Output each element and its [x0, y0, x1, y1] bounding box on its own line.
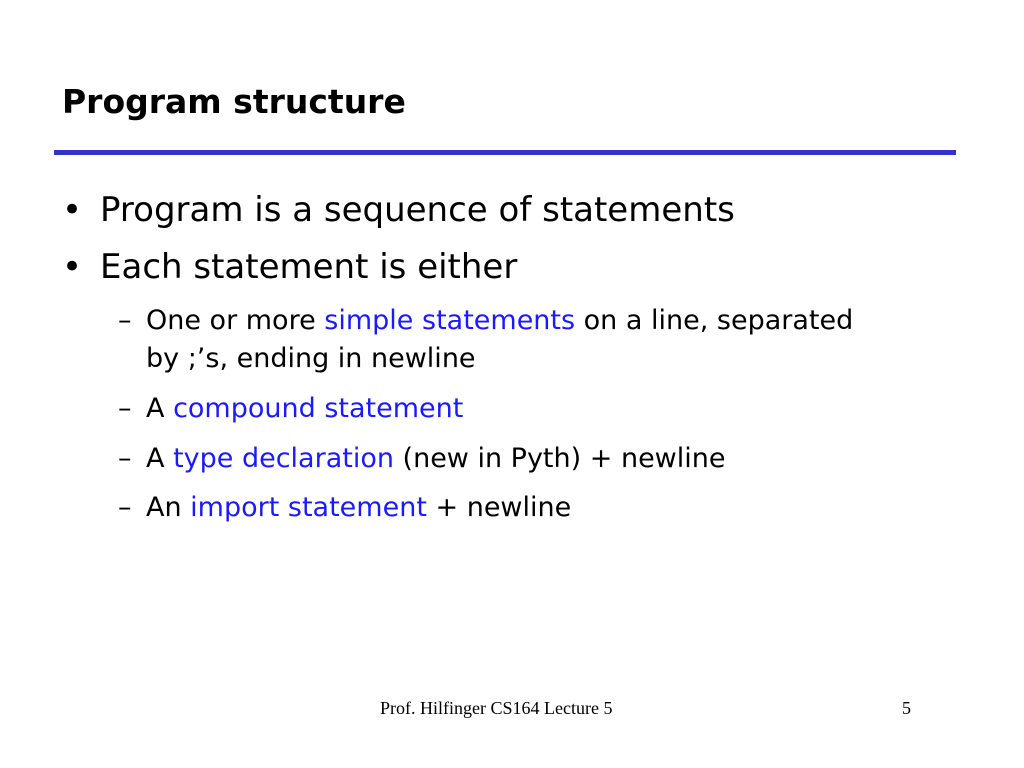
- sub-text-highlight: type declaration: [173, 443, 394, 474]
- bullet-text: Program is a sequence of statements: [100, 190, 735, 230]
- sub-text-post: on a line, separated: [575, 305, 854, 336]
- sub-text: [146, 302, 853, 378]
- sub-text: [146, 489, 571, 527]
- slide-footer: Prof. Hilfinger CS164 Lecture 5: [380, 698, 613, 718]
- bullet-marker: •: [62, 247, 83, 287]
- sub-text-pre: A: [146, 393, 174, 424]
- sub-text-highlight: compound statement: [173, 393, 464, 424]
- sub-marker: –: [118, 393, 132, 424]
- slide-title: Program structure: [62, 82, 406, 121]
- title-divider: [54, 150, 956, 155]
- bullet-text: Each statement is either: [100, 247, 518, 287]
- sub-marker: –: [118, 443, 132, 474]
- sub-text-line2: by ;’s, ending in newline: [146, 343, 476, 374]
- sub-text-highlight: import statement: [190, 492, 427, 523]
- sub-text: [146, 440, 725, 478]
- bullet-marker: •: [62, 190, 83, 230]
- sub-text-post: (new in Pyth) + newline: [393, 443, 726, 474]
- sub-text-highlight: simple statements: [324, 305, 576, 336]
- sub-text-pre: A: [146, 443, 174, 474]
- sub-text: [146, 390, 463, 428]
- sub-text-pre: One or more: [146, 305, 325, 336]
- sub-text-pre: An: [146, 492, 191, 523]
- page-number: 5: [902, 698, 911, 718]
- sub-marker: –: [118, 305, 132, 336]
- sub-marker: –: [118, 492, 132, 523]
- sub-text-post: + newline: [426, 492, 572, 523]
